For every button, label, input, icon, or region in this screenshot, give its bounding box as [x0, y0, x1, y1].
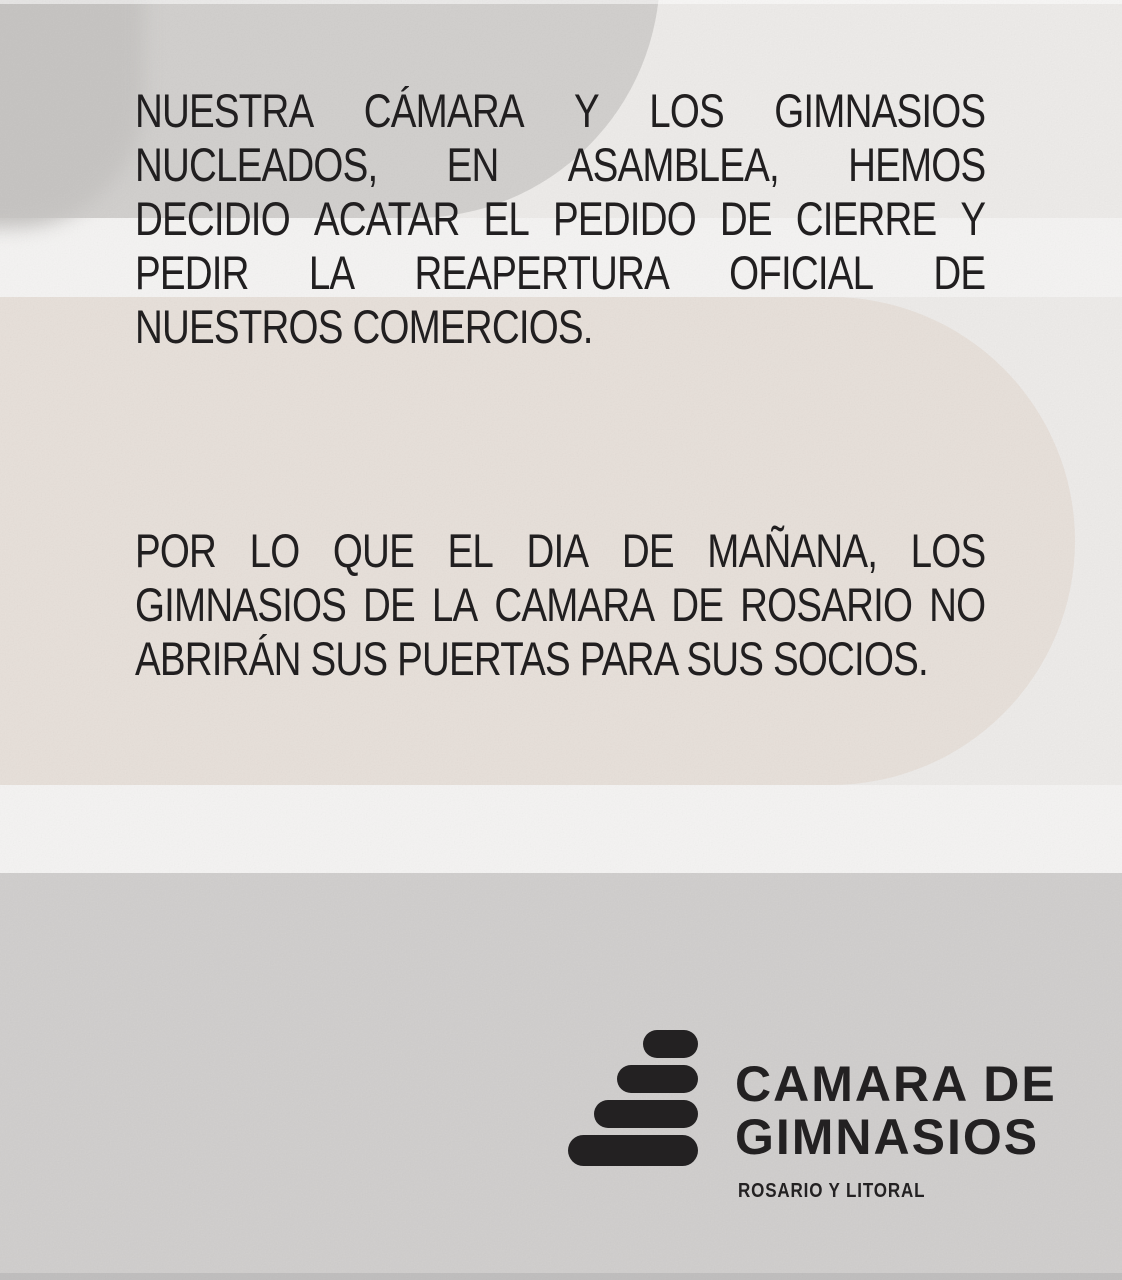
paragraph-1-line-2: NUCLEADOS, EN ASAMBLEA, HEMOS — [135, 138, 986, 191]
scan-bottom-edge — [0, 1273, 1122, 1280]
paragraph-2-line-2: GIMNASIOS DE LA CAMARA DE ROSARIO NO — [135, 578, 986, 631]
paragraph-2-line-3: ABRIRÁN SUS PUERTAS PARA SUS SOCIOS. — [135, 632, 928, 685]
logo-wordmark — [735, 1058, 1057, 1164]
paragraph-1-line-1: NUESTRA CÁMARA Y LOS GIMNASIOS — [135, 84, 986, 137]
scan-top-edge — [0, 0, 1122, 4]
paragraph-1-line-5: NUESTROS COMERCIOS. — [135, 300, 593, 353]
logo-tagline: ROSARIO Y LITORAL — [738, 1180, 926, 1202]
bg-white-band-lower — [0, 785, 1122, 873]
paragraph-2-line-1: POR LO QUE EL DIA DE MAÑANA, LOS — [135, 524, 986, 577]
weight-plate-third — [594, 1100, 698, 1128]
logo-name-line-1: CAMARA DE — [735, 1056, 1057, 1112]
weight-plate-top — [643, 1030, 698, 1058]
stacked-weight-plates-icon — [568, 1030, 698, 1166]
paragraph-1-line-3: DECIDIO ACATAR EL PEDIDO DE CIERRE Y — [135, 192, 986, 245]
weight-plate-bottom — [568, 1135, 698, 1166]
announcement-paragraph-1 — [135, 84, 985, 354]
weight-plate-second — [617, 1065, 698, 1093]
logo-name-line-2: GIMNASIOS — [735, 1109, 1040, 1165]
announcement-paragraph-2 — [135, 524, 985, 686]
paragraph-1-line-4: PEDIR LA REAPERTURA OFICIAL DE — [135, 246, 986, 299]
